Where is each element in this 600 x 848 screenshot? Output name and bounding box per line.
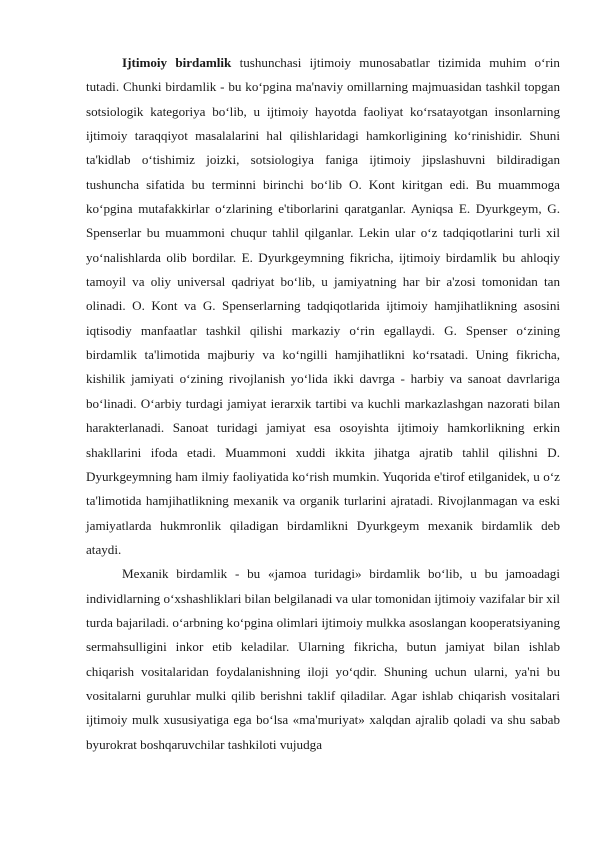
key-term: Ijtimoiy birdamlik xyxy=(122,55,232,70)
paragraph-1 xyxy=(86,51,560,562)
paragraph-1-text: tushunchasi ijtimoiy munosabatlar tizimida muhim o‘rin tutadi. Chunki birdamlik - bu ko‘pgina ma'naviy omillarning majmuasidan tashkil topgan sotsiologik kategoriya bo‘lib, u ijtimoiy hayotda faoliyat ko‘rsatayotgan insonlarning ijtimoiy taraqqiyot masalalarini hal qilishlaridagi hamkorligining ko‘rinishidir. Shuni ta'kidlab o‘tishimiz joizki, sotsiologiya faniga ijtimoiy jipslashuvni bildiradigan tushuncha sifatida bu terminni birinchi bo‘lib O. Kont kiritgan edi. Bu muammoga ko‘pgina mutafakkirlar o‘zlarining e'tiborlarini qaratganlar. Ayniqsa E. Dyurkgeym, G. Spenserlar bu muammoni chuqur tahlil qilganlar. Lekin ular o‘z tadqiqotlarini turli xil yo‘nalishlarda olib bordilar. E. Dyurkgeymning fikricha, ijtimoiy birdamlik bu ahloqiy tamoyil va oliy universal qadriyat bo‘lib, u jamiyatning har bir a'zosi tomonidan tan olinadi. O. Kont va G. Spenserlarning tadqiqotlarida ijtimoiy hamjihatlikning asosini iqtisodiy manfaatlar tashkil qilishi markaziy o‘rin egallaydi. G. Spenser o‘zining birdamlik ta'limotida majburiy va ko‘ngilli hamjihatlikni ko‘rsatadi. Uning fikricha, kishilik jamiyati o‘zining rivojlanish yo‘lida ikki davrga - harbiy va sanoat davrlariga bo‘linadi. O‘arbiy turdagi jamiyat ierarxik tartibi va kuchli markazlashgan nazorati bilan harakterlanadi. Sanoat turidagi jamiyat esa osoyishta ijtimoiy hamkorlikning erkin shakllarini ifoda etadi. Muammoni xuddi ikkita jihatga ajratib tahlil qilishni D. Dyurkgeymning ham ilmiy faoliyatida ko‘rish mumkin. Yuqorida e'tirof etilganidek, u o‘z ta'limotida hamjihatlikning mexanik va organik turlarini ajratadi. Rivojlanmagan va eski jamiyatlarda hukmronlik qiladigan birdamlikni Dyurkgeym mexanik birdamlik deb ataydi. xyxy=(86,55,560,557)
document-body xyxy=(86,51,560,757)
paragraph-2-text: Mexanik birdamlik - bu «jamoa turidagi» birdamlik bo‘lib, u bu jamoadagi individlarning o‘xshashliklari bilan belgilanadi va ular tomonidan ijtimoiy vazifalar bir xil turda bajariladi. o‘arbning ko‘pgina olimlari ijtimoiy mulkka asoslangan kooperatsiyaning sermahsulligini inkor etib keladilar. Ularning fikricha, butun jamiyat bilan ishlab chiqarish vositalaridan foydalanishning iloji yo‘qdir. Shuning uchun ularni, ya'ni bu vositalarni guruhlar mulki qilib berishni taklif qiladilar. Agar ishlab chiqarish vositalari ijtimoiy mulk xususiyatiga ega bo‘lsa «ma'muriyat» xalqdan ajralib qoladi va shu sabab byurokrat boshqaruvchilar tashkiloti vujudga xyxy=(86,566,560,752)
paragraph-2 xyxy=(86,562,560,757)
